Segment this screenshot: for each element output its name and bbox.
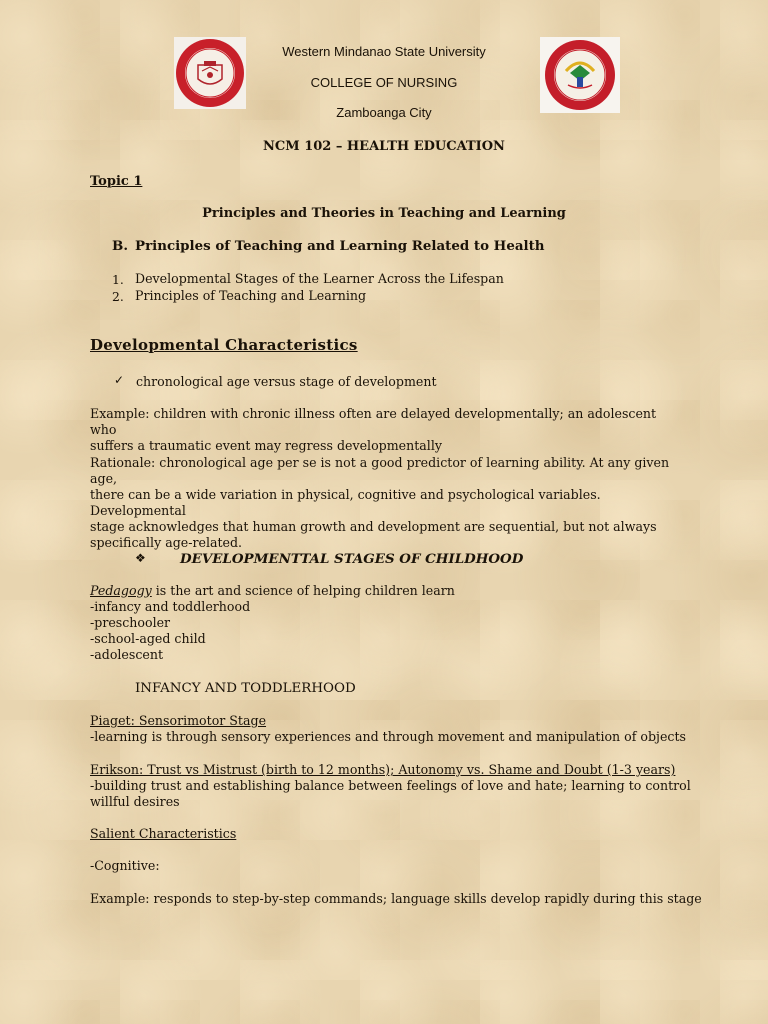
pedagogy-block: [90, 583, 680, 663]
topic-title: Principles and Theories in Teaching and Learning: [202, 206, 566, 221]
text-line: suffers a traumatic event may regress developmentally: [90, 438, 442, 453]
list-item-number: 2.: [112, 289, 124, 304]
salient-title: Salient Characteristics: [90, 826, 237, 841]
text-line: stage acknowledges that human growth and development are sequential, but not always: [90, 519, 657, 534]
text-line: Rationale: chronological age per se is not a good predictor of learning ability. At any given age,: [90, 455, 670, 486]
city-name: Zamboanga City: [336, 105, 432, 120]
stage-item: -adolescent: [90, 647, 164, 662]
list-item: Developmental Stages of the Learner Across the Lifespan: [135, 271, 504, 286]
check-icon: ✓: [114, 373, 125, 387]
diamond-bullet-icon: ❖: [135, 551, 146, 565]
course-title: NCM 102 – HEALTH EDUCATION: [263, 139, 505, 154]
university-name: Western Mindanao State University: [282, 44, 486, 59]
topic-label: Topic 1: [90, 174, 143, 189]
text-line: Example: children with chronic illness often are delayed developmentally; an adolescent who: [90, 406, 657, 437]
text-line: willful desires: [90, 794, 180, 809]
stage-item: -infancy and toddlerhood: [90, 599, 251, 614]
piaget-text: -learning is through sensory experiences and through movement and manipulation of objects: [90, 729, 686, 744]
pedagogy-rest: is the art and science of helping children learn: [151, 583, 455, 598]
rationale-paragraph: [90, 455, 680, 551]
section-title: Principles of Teaching and Learning Related to Health: [135, 238, 545, 254]
check-item: chronological age versus stage of development: [136, 374, 437, 389]
cognitive-label: -Cognitive:: [90, 858, 160, 873]
erikson-block: [90, 762, 691, 810]
example-paragraph: [90, 406, 680, 454]
childhood-heading: DEVELOPMENTTAL STAGES OF CHILDHOOD: [180, 551, 524, 567]
pedagogy-definition: [90, 583, 680, 599]
piaget-title: Piaget: Sensorimotor Stage: [90, 713, 267, 728]
infancy-heading: INFANCY AND TODDLERHOOD: [135, 681, 356, 696]
list-item-number: 1.: [112, 272, 124, 287]
list-item: Principles of Teaching and Learning: [135, 288, 367, 303]
text-line: specifically age-related.: [90, 535, 243, 550]
cognitive-example: Example: responds to step-by-step commands; language skills develop rapidly during this stage: [90, 891, 702, 906]
stage-item: -school-aged child: [90, 631, 206, 646]
text-line: -building trust and establishing balance between feelings of love and hate; learning to control: [90, 778, 691, 793]
text-line: there can be a wide variation in physical, cognitive and psychological variables. Developmental: [90, 487, 601, 518]
pedagogy-term: Pedagogy: [90, 583, 152, 598]
college-name: COLLEGE OF NURSING: [310, 75, 458, 90]
section-letter: B.: [112, 238, 128, 254]
section-heading: Developmental Characteristics: [90, 336, 358, 354]
stage-item: -preschooler: [90, 615, 171, 630]
erikson-title: Erikson: Trust vs Mistrust (birth to 12 months); Autonomy vs. Shame and Doubt (1-3 years): [90, 762, 676, 777]
piaget-block: [90, 713, 686, 745]
